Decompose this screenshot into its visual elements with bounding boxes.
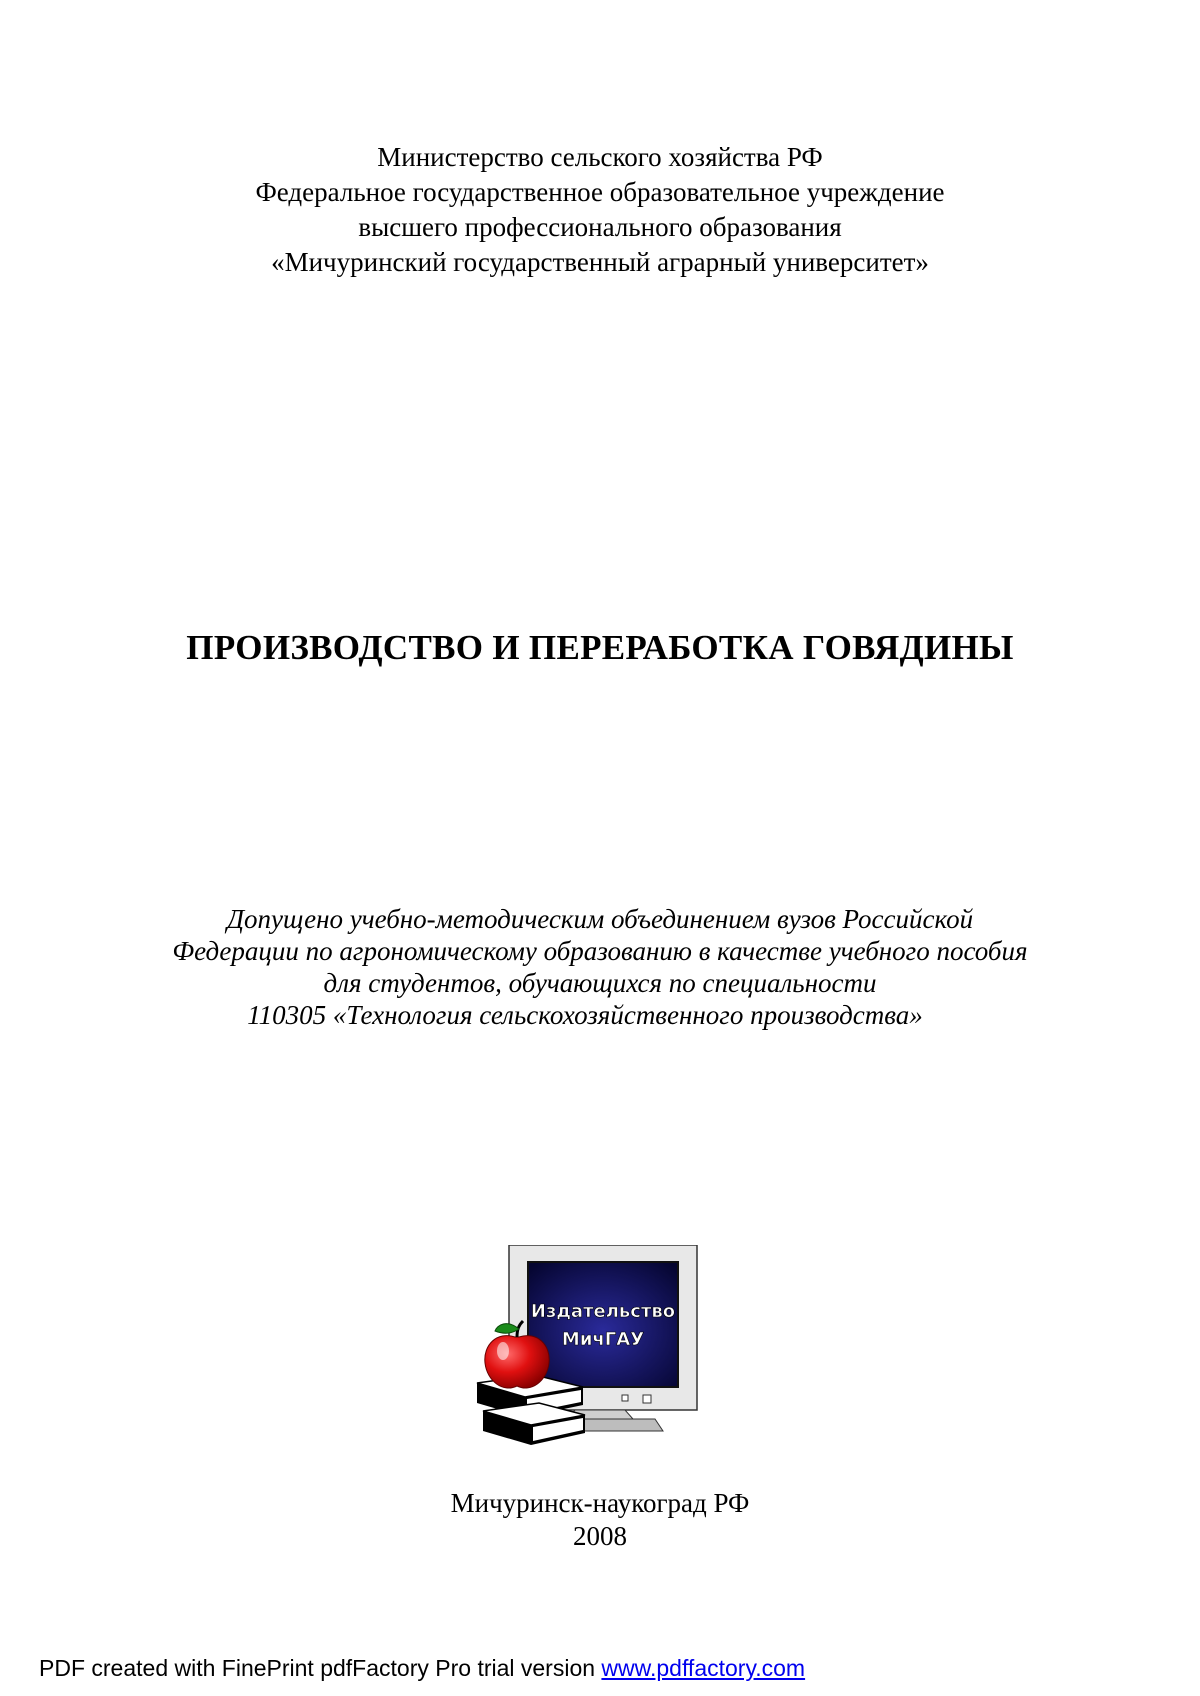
- pdf-watermark-footer: [39, 1655, 805, 1682]
- computer-books-apple-icon: [475, 1245, 705, 1477]
- approval-line-4: 110305 «Технология сельскохозяйственного производства»: [247, 1000, 923, 1030]
- apple-body: [485, 1336, 549, 1388]
- approval-line-1: Допущено учебно-методическим объединением вузов Российской: [226, 904, 974, 934]
- pdffactory-link[interactable]: www.pdffactory.com: [601, 1655, 806, 1681]
- document-title: ПРОИЗВОДСТВО И ПЕРЕРАБОТКА ГОВЯДИНЫ: [186, 628, 1014, 667]
- logo-text-line2: МичГАУ: [561, 1329, 645, 1350]
- approval-statement: [0, 903, 1200, 1031]
- publication-year: 2008: [573, 1521, 627, 1551]
- footer-text: PDF created with FinePrint pdfFactory Pro trial version: [39, 1655, 602, 1681]
- ministry-line: Министерство сельского хозяйства РФ: [377, 142, 823, 172]
- university-name-line: «Мичуринский государственный аграрный университет»: [271, 247, 929, 277]
- education-level-line: высшего профессионального образования: [358, 212, 842, 242]
- monitor-screen: [528, 1262, 678, 1387]
- institution-type-line: Федеральное государственное образовательное учреждение: [255, 177, 945, 207]
- publication-city: Мичуринск-наукоград РФ: [450, 1488, 750, 1518]
- imprint-block: [0, 1487, 1200, 1553]
- publisher-logo: [475, 1245, 705, 1477]
- institution-header: [0, 140, 1200, 280]
- logo-text-line1: Издательство: [530, 1301, 676, 1322]
- approval-line-3: для студентов, обучающихся по специальности: [323, 968, 877, 998]
- approval-line-2: Федерации по агрономическому образованию в качестве учебного пособия: [172, 936, 1028, 966]
